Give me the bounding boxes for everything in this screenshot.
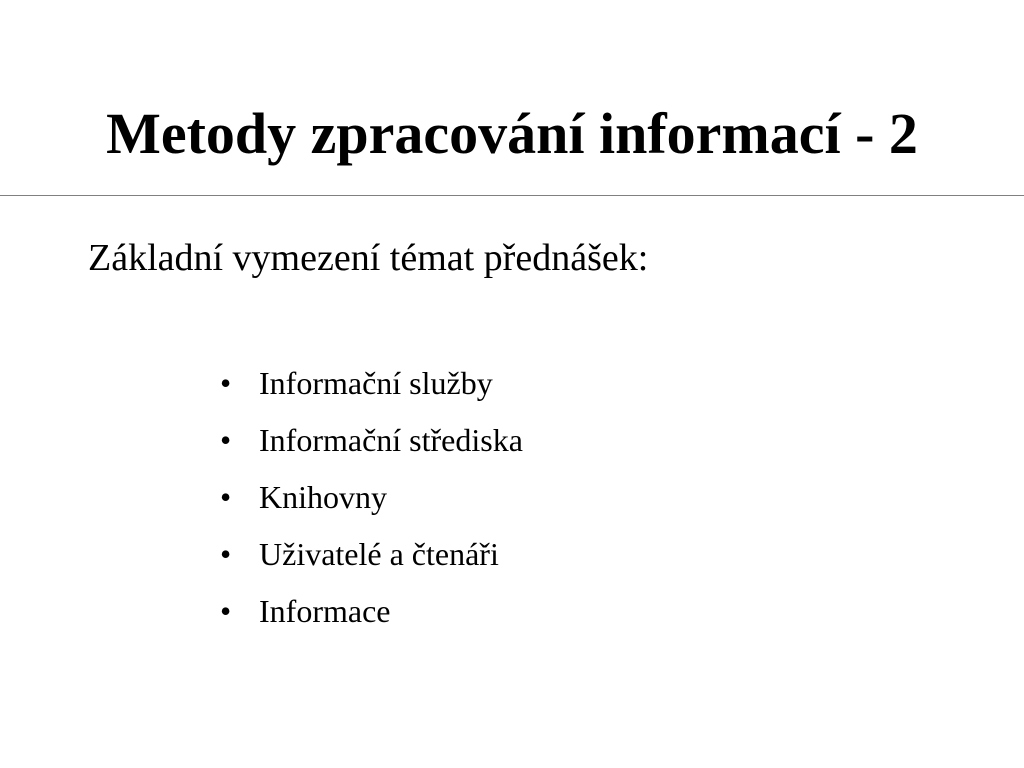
bullet-text: Uživatelé a čtenáři bbox=[259, 536, 499, 572]
bullet-text: Knihovny bbox=[259, 479, 387, 515]
bullet-text: Informační střediska bbox=[259, 422, 523, 458]
bullet-icon: • bbox=[220, 593, 232, 629]
bullet-icon: • bbox=[220, 422, 232, 458]
bullet-icon: • bbox=[220, 365, 232, 401]
bullet-text: Informace bbox=[259, 593, 391, 629]
bullet-icon: • bbox=[220, 536, 232, 572]
bullet-text: Informační služby bbox=[259, 365, 493, 401]
bullet-icon: • bbox=[220, 479, 232, 515]
title-divider bbox=[0, 195, 1024, 196]
slide-title: Metody zpracování informací - 2 bbox=[106, 101, 918, 166]
slide-subtitle: Základní vymezení témat přednášek: bbox=[88, 237, 649, 279]
